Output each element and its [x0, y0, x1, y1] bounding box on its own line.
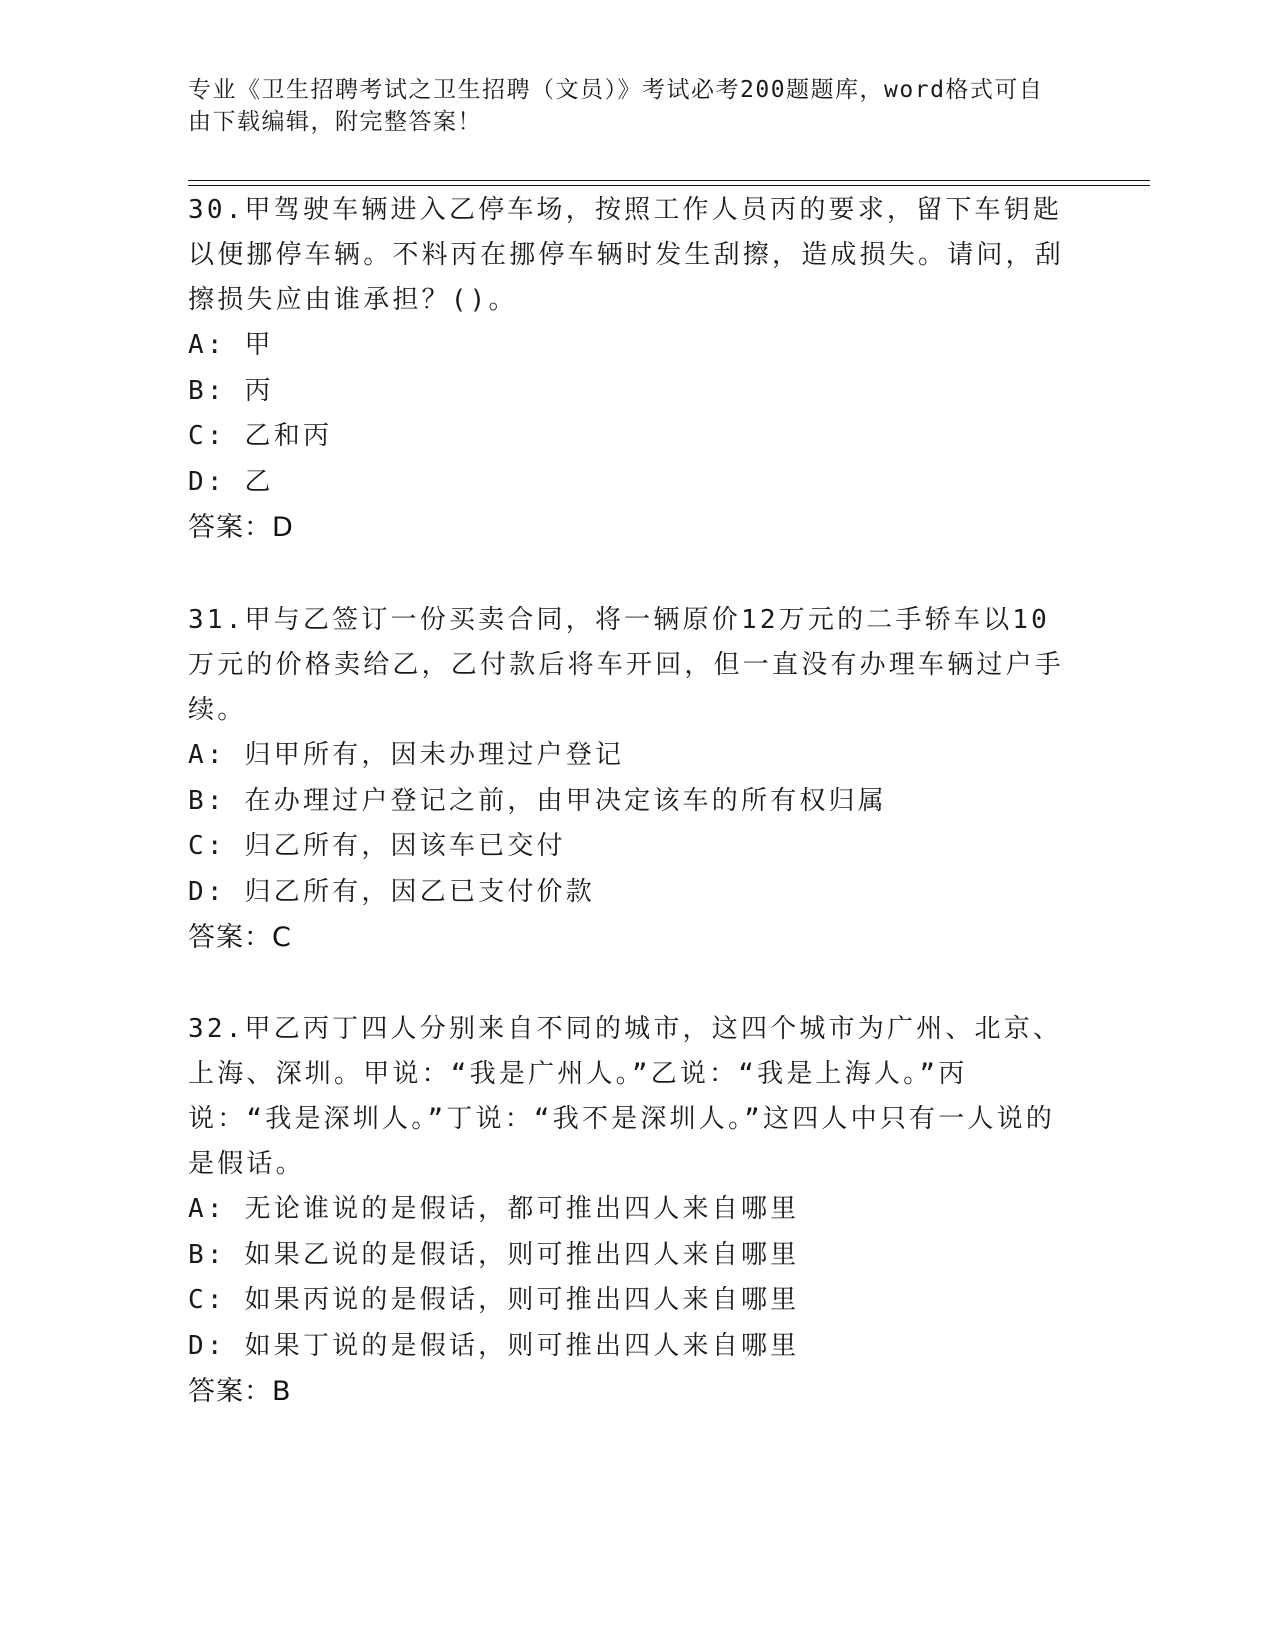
answer-label: 答案：C	[188, 922, 292, 953]
option-b: B: 丙	[188, 375, 274, 406]
question-30	[188, 188, 1068, 551]
option-a: A: 无论谁说的是假话，都可推出四人来自哪里	[188, 1194, 800, 1224]
option-b: B: 如果乙说的是假话，则可推出四人来自哪里	[188, 1239, 800, 1270]
question-stem: 30.甲驾驶车辆进入乙停车场，按照工作人员丙的要求，留下车钥匙以便挪停车辆。不料丙在挪停车辆时发生刮擦，造成损失。请问，刮擦损失应由谁承担？()。	[188, 195, 1065, 315]
option-a: A: 归甲所有，因未办理过户登记	[188, 740, 625, 770]
option-d: D: 归乙所有，因乙已支付价款	[188, 876, 595, 907]
option-c: C: 归乙所有，因该车已交付	[188, 831, 566, 861]
option-d: D: 乙	[188, 466, 274, 497]
question-32	[188, 1007, 1068, 1415]
header-divider-bottom	[188, 185, 1150, 186]
option-a: A: 甲	[188, 330, 274, 360]
question-stem: 31.甲与乙签订一份买卖合同，将一辆原价12万元的二手轿车以10万元的价格卖给乙，乙付款后将车开回，但一直没有办理车辆过户手续。	[188, 605, 1065, 725]
option-c: C: 如果丙说的是假话，则可推出四人来自哪里	[188, 1285, 800, 1315]
option-b: B: 在办理过户登记之前，由甲决定该车的所有权归属	[188, 785, 887, 816]
answer-label: 答案：B	[188, 1376, 292, 1407]
option-d: D: 如果丁说的是假话，则可推出四人来自哪里	[188, 1330, 800, 1361]
question-stem: 32.甲乙丙丁四人分别来自不同的城市，这四个城市为广州、北京、上海、深圳。甲说：“我是广州人。”乙说：“我是上海人。”丙说：“我是深圳人。”丁说：“我不是深圳人。”这四人中只有一人说的是假话。	[188, 1014, 1063, 1179]
answer-label: 答案：D	[188, 512, 294, 543]
header-description: 专业《卫生招聘考试之卫生招聘（文员）》考试必考200题题库，word格式可自由下载编辑，附完整答案！	[188, 77, 1044, 135]
question-31	[188, 598, 1068, 961]
option-c: C: 乙和丙	[188, 421, 333, 451]
header-divider-top	[188, 180, 1150, 181]
document-header	[188, 74, 1058, 138]
